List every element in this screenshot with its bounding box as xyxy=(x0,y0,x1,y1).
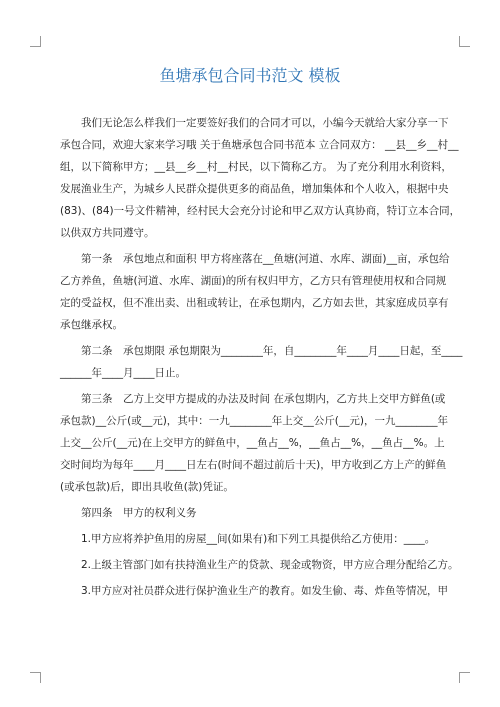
paragraph-line: 3.甲方应对社员群众进行保护渔业生产的教育。如发生偷、毒、炸鱼等情况，甲 xyxy=(81,585,449,597)
paragraph-line: (83)、(84)一号文件精神，经村民大会充分讨论和甲乙双方认真协商，特订立本合同， xyxy=(60,205,461,217)
paragraph-line: 乙方养鱼，鱼塘(河道、水库、湖面)的所有权归甲方，乙方只有管理使用权和合同规 xyxy=(60,275,447,287)
paragraph-line: 2.上级主管部门如有扶持渔业生产的贷款、现金或物资，甲方应合理分配给乙方。 xyxy=(81,559,459,571)
paragraph-line: 承包款)__公斤(或__元)，其中：一九________年上交__公斤(__元)，一九________年 xyxy=(60,415,448,427)
paragraph-line: 组，以下简称甲方；__县__乡__村__村民，以下简称乙方。 为了充分利用水利资料， xyxy=(60,161,452,173)
paragraph-line: 我们无论怎么样我们一定要签好我们的合同才可以，小编今天就给大家分享一下 xyxy=(81,117,449,129)
document-body xyxy=(60,112,463,606)
paragraph-line: 第一条 承包地点和面积 甲方将座落在__鱼塘(河道、水库、湖面)__亩，承包给 xyxy=(81,253,450,265)
paragraph-line: 发展渔业生产，为城乡人民群众提供更多的商品鱼，增加集体和个人收入，根据中央 xyxy=(60,183,449,195)
paragraph-line: 1.甲方应将养护鱼用的房屋__间(如果有)和下列工具提供给乙方使用：____。 xyxy=(81,533,436,545)
paragraph-line: 第三条 乙方上交甲方提成的办法及时间 在承包期内，乙方共上交甲方鲜鱼(或 xyxy=(81,393,446,405)
paragraph-line: (或承包款)后，即出具收鱼(款)凭证。 xyxy=(60,481,234,493)
paragraph xyxy=(60,112,461,244)
paragraph-line: 第四条 甲方的权利义务 xyxy=(81,507,197,519)
paragraph xyxy=(60,580,449,602)
paragraph xyxy=(60,340,463,384)
paragraph-line: 交时间均为每年____月____日左右(时间不超过前后十天)，甲方收到乙方上产的鲜鱼 xyxy=(60,459,447,471)
paragraph-line: 承包合同，欢迎大家来学习哦 关于鱼塘承包合同书范本 立合同双方： __县__乡__村__ xyxy=(60,139,459,151)
paragraph-line: 承包继承权。 xyxy=(60,319,123,331)
paragraph-line: 定的受益权，但不准出卖、出租或转让，在承包期内，乙方如去世，其家庭成员享有 xyxy=(60,297,449,309)
corner-mark-bottom-left xyxy=(30,672,41,683)
paragraph xyxy=(60,248,450,336)
document-title: 鱼塘承包合同书范文 模板 xyxy=(159,66,341,85)
paragraph-line: 第二条 承包期限 承包期限为________年，自________年____月____日起，至____ xyxy=(81,345,463,357)
corner-mark-bottom-right xyxy=(459,672,470,683)
paragraph-line: 上交__公斤(__元)在上交甲方的鲜鱼中，__鱼占__%，__鱼占__%，__鱼占__%。上 xyxy=(60,437,445,449)
paragraph xyxy=(60,554,459,576)
corner-mark-top-right xyxy=(459,36,470,47)
paragraph xyxy=(60,528,440,550)
paragraph xyxy=(60,388,448,498)
paragraph-line: ______年____月____日止。 xyxy=(60,367,186,379)
paragraph-line: 以供双方共同遵守。 xyxy=(60,227,155,239)
paragraph xyxy=(60,502,440,524)
corner-mark-top-left xyxy=(30,36,41,47)
